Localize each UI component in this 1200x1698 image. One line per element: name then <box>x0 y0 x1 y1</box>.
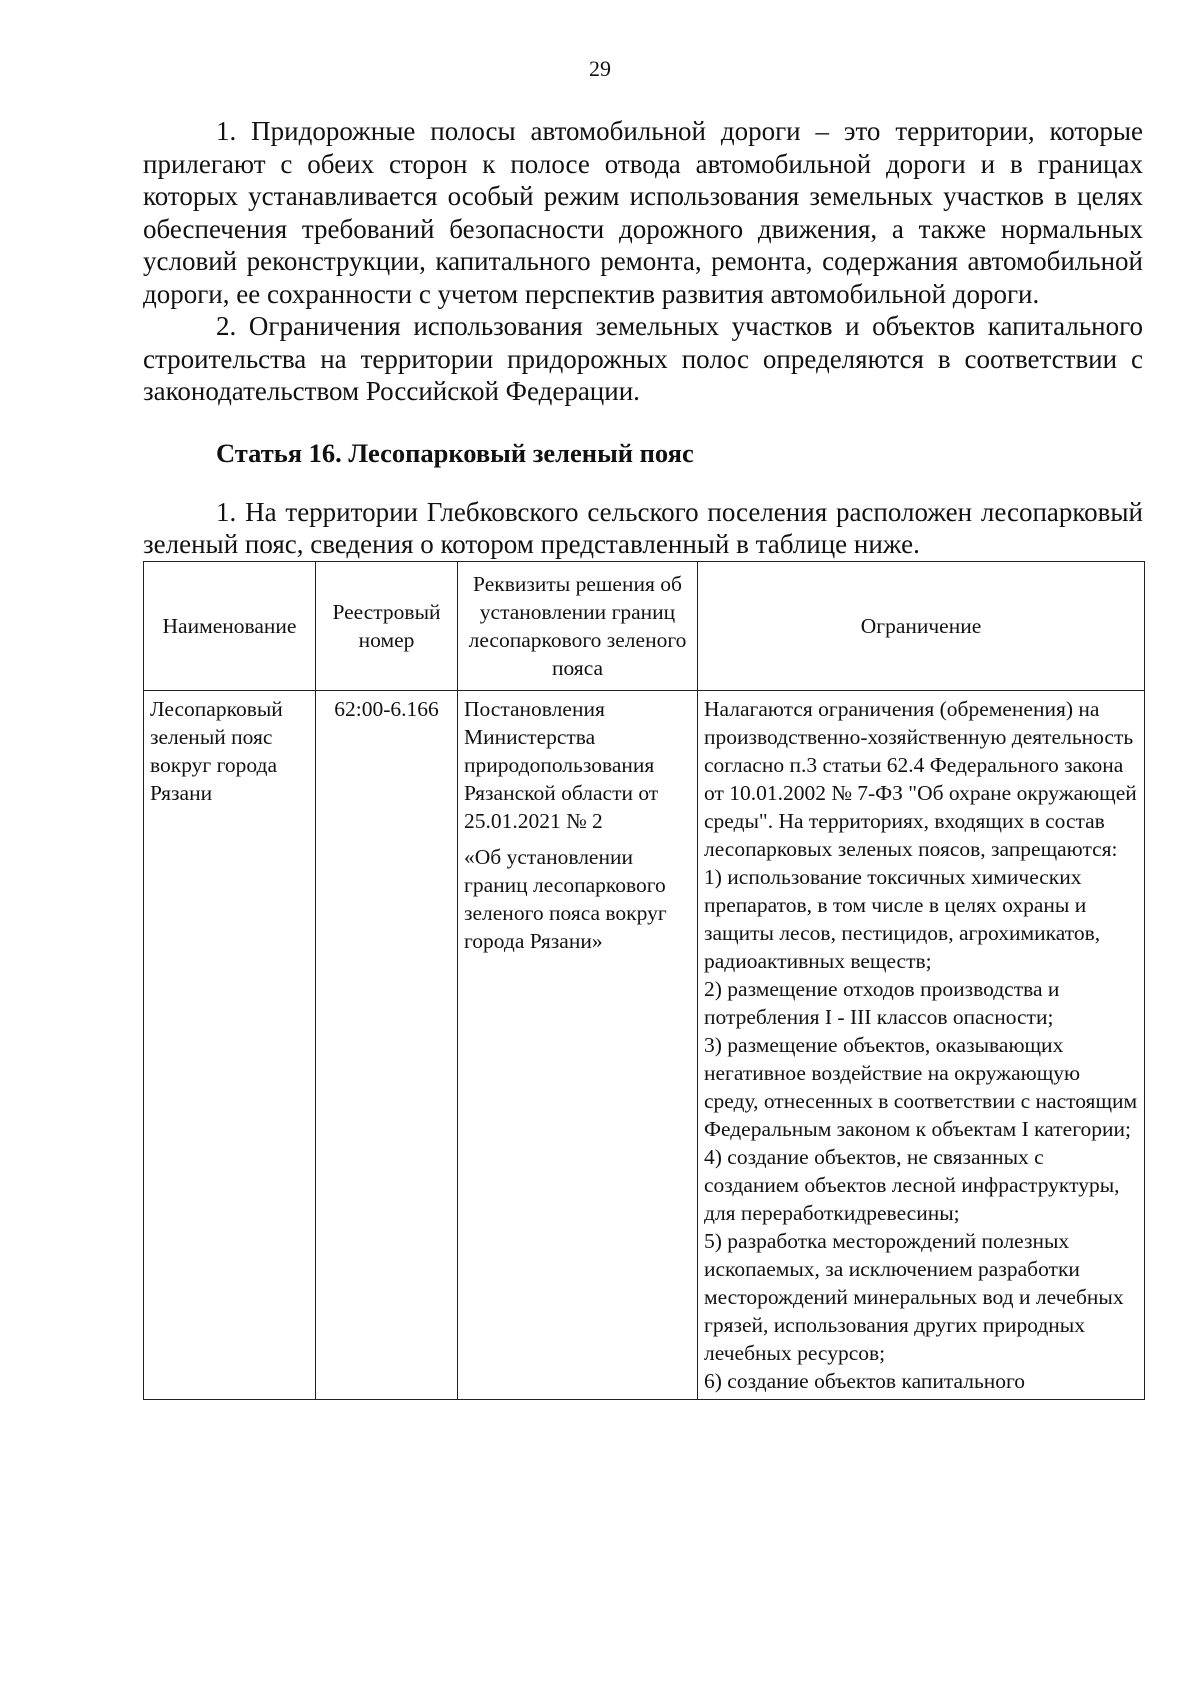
header-restriction: Ограничение <box>698 561 1145 690</box>
restriction-intro: Налагаются ограничения (обременения) на производственно-хозяйственную деятельность согласно п.3 статьи 62.4 Федерального закона от 10.01.2002 № 7-ФЗ "Об охране окружающей среды". На территориях, входящих в состав лесопарковых зеленых поясов, запрещаются: <box>704 696 1137 861</box>
header-registry: Реестровый номер <box>316 561 458 690</box>
cell-requisites <box>458 690 698 1399</box>
document-body <box>143 115 1143 1400</box>
header-name: Наименование <box>144 561 316 690</box>
requisites-resolution: Постановления Министерства природопользования Рязанской области от 25.01.2021 № 2 <box>464 696 659 833</box>
header-requisites: Реквизиты решения об установлении границ лесопаркового зеленого пояса <box>458 561 698 690</box>
restriction-item-4: 4) создание объектов, не связанных с созданием объектов лесной инфраструктуры, для переработкидревесины; <box>704 1144 1120 1225</box>
page-number: 29 <box>589 56 611 81</box>
requisites-title: «Об установлении границ лесопаркового зеленого пояса вокруг города Рязани» <box>464 844 667 953</box>
restriction-item-3: 3) размещение объектов, оказывающих негативное воздействие на окружающую среду, отнесенных в соответствии с настоящим Федеральным законом к объектам I категории; <box>704 1032 1138 1141</box>
table-header-row <box>144 561 1145 690</box>
restriction-item-5: 5) разработка месторождений полезных ископаемых, за исключением разработки месторождений минеральных вод и лечебных грязей, использования других природных лечебных ресурсов; <box>704 1228 1124 1365</box>
restriction-item-1: 1) использование токсичных химических препаратов, в том числе в целях охраны и защиты лесов, пестицидов, агрохимикатов, радиоактивных веществ; <box>704 864 1101 973</box>
table-row <box>144 690 1145 1399</box>
cell-restriction <box>698 690 1145 1399</box>
restriction-item-2: 2) размещение отходов производства и потребления I - III классов опасности; <box>704 976 1060 1029</box>
cell-registry: 62:00-6.166 <box>316 690 458 1399</box>
paragraph-roadside-definition: 1. Придорожные полосы автомобильной дороги – это территории, которые прилегают с обеих сторон к полосе отвода автомобильной дороги и в границах которых устанавливается особый режим использования земельных участков в целях обеспечения требований безопасности дорожного движения, а также нормальных условий реконструкции, капитального ремонта, ремонта, содержания автомобильной дороги, ее сохранности с учетом перспектив развития автомобильной дороги. <box>143 116 1143 309</box>
article-heading: Статья 16. Лесопарковый зеленый пояс <box>216 437 694 468</box>
paragraph-forest-belt: 1. На территории Глебковского сельского поселения расположен лесопарковый зеленый пояс, сведения о котором представленный в таблице ниже. <box>143 496 1143 559</box>
cell-name: Лесопарковый зеленый пояс вокруг города Рязани <box>144 690 316 1399</box>
forest-belt-table <box>143 561 1145 1400</box>
restriction-item-6: 6) создание объектов капитального <box>704 1368 1026 1393</box>
paragraph-roadside-restrictions: 2. Ограничения использования земельных участков и объектов капитального строительства на территории придорожных полос определяются в соответствии с законодательством Российской Федерации. <box>143 311 1143 406</box>
